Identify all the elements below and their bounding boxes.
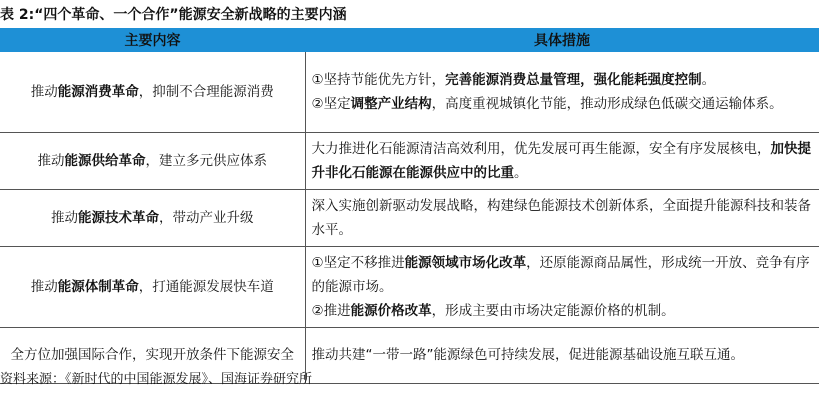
measures-cell: 深入实施创新驱动发展战略，构建绿色能源技术创新体系，全面提升能源科技和装备水平。 bbox=[305, 189, 819, 246]
measure-line: ①坚定不移推进能源领域市场化改革，还原能源商品属性，形成统一开放、竞争有序的能源市场。 bbox=[311, 254, 810, 295]
table-row bbox=[0, 52, 819, 132]
content-cell: 推动能源体制革命，打通能源发展快车道 bbox=[0, 246, 305, 327]
measures-cell bbox=[305, 246, 819, 327]
measures-cell: 大力推进化石能源清洁高效利用，优先发展可再生能源，安全有序发展核电，加快提升非化石能源在能源供应中的比重。 bbox=[305, 132, 819, 189]
strategy-table bbox=[0, 28, 819, 384]
content-cell: 推动能源供给革命，建立多元供应体系 bbox=[0, 132, 305, 189]
measures-cell bbox=[305, 52, 819, 132]
table-row bbox=[0, 246, 819, 327]
table-title: 表 2:“四个革命、一个合作”能源安全新战略的主要内涵 bbox=[0, 7, 347, 23]
content-cell: 推动能源技术革命，带动产业升级 bbox=[0, 189, 305, 246]
source-note: 资料来源：《新时代的中国能源发展》、国海证券研究所 bbox=[0, 372, 313, 387]
table-row bbox=[0, 132, 819, 189]
table-row bbox=[0, 189, 819, 246]
table-header-row bbox=[0, 28, 819, 52]
measure-line: ②推进能源价格改革，形成主要由市场决定能源价格的机制。 bbox=[311, 302, 675, 319]
content-cell: 全方位加强国际合作，实现开放条件下能源安全 bbox=[0, 327, 305, 383]
header-specific-measures: 具体措施 bbox=[305, 28, 819, 52]
header-main-content: 主要内容 bbox=[0, 28, 305, 52]
measure-line: ①坚持节能优先方针，完善能源消费总量管理，强化能耗强度控制。 bbox=[311, 71, 716, 88]
content-cell: 推动能源消费革命，抑制不合理能源消费 bbox=[0, 52, 305, 132]
measure-line: ②坚定调整产业结构，高度重视城镇化节能，推动形成绿色低碳交通运输体系。 bbox=[311, 95, 783, 112]
measures-cell: 推动共建“一带一路”能源绿色可持续发展，促进能源基础设施互联互通。 bbox=[305, 327, 819, 383]
